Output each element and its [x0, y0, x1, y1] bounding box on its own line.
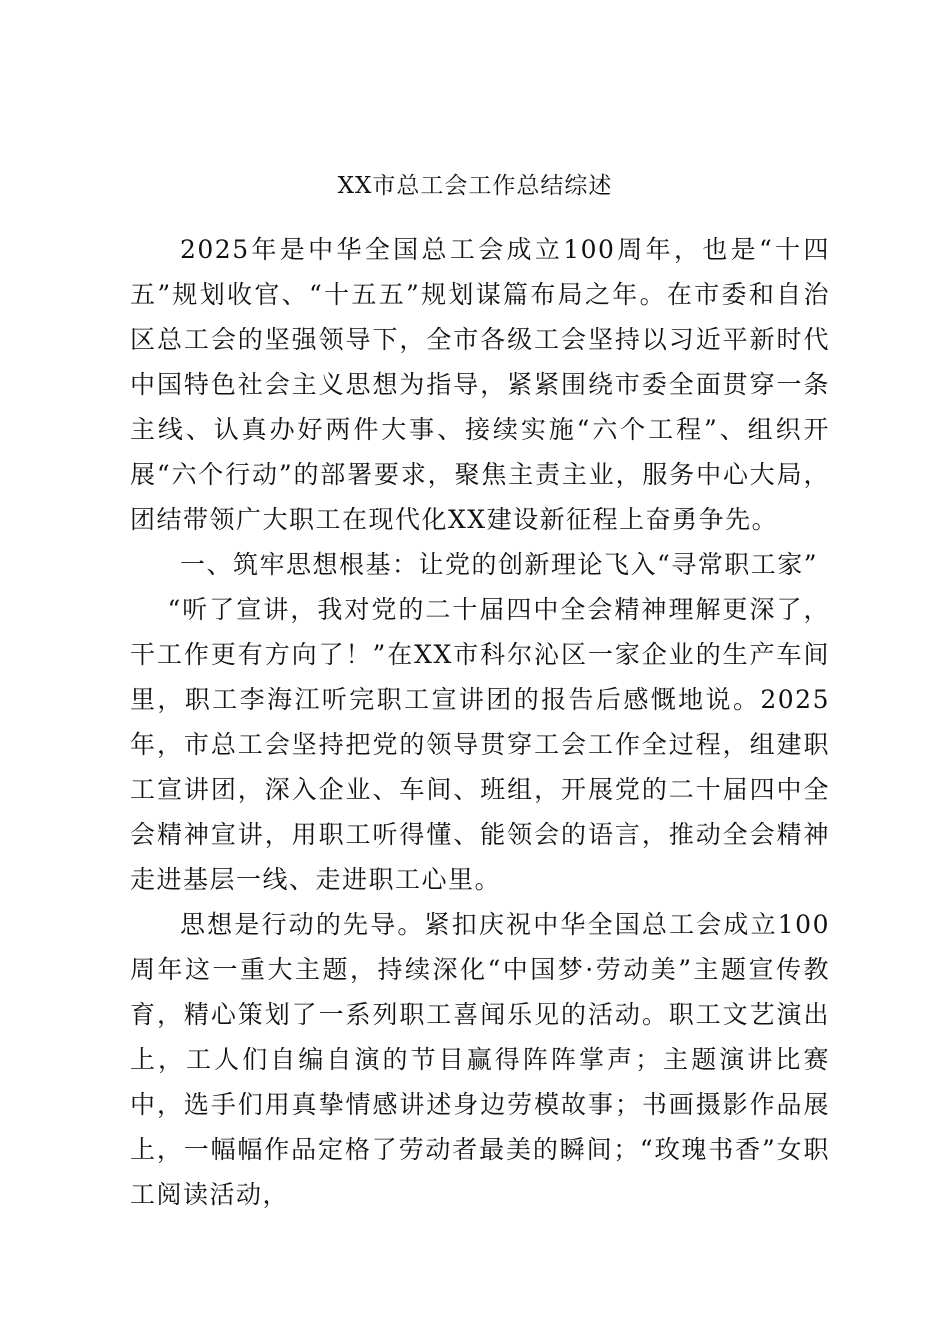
paragraph-quote: “听了宣讲，我对党的二十届四中全会精神理解更深了，干工作更有方向了！”在XX市科尔沁区一家企业的生产车间里，职工李海江听完职工宣讲团的报告后感慨地说。2025年，市总工会坚持把党的领导贯穿工会工作全过程，组建职工宣讲团，深入企业、车间、班组，开展党的二十届四中全会精神宣讲，用职工听得懂、能领会的语言，推动全会精神走进基层一线、走进职工心里。 — [130, 595, 830, 894]
document-body — [130, 227, 830, 1217]
paragraph-thought: 思想是行动的先导。紧扣庆祝中华全国总工会成立100周年这一重大主题，持续深化“中国梦·劳动美”主题宣传教育，精心策划了一系列职工喜闻乐见的活动。职工文艺演出上，工人们自编自演的节目赢得阵阵掌声；主题演讲比赛中，选手们用真挚情感讲述身边劳模故事；书画摄影作品展上，一幅幅作品定格了劳动者最美的瞬间；“玫瑰书香”女职工阅读活动， — [130, 910, 830, 1209]
document-title: XX市总工会工作总结综述 — [337, 173, 613, 199]
section-heading-1: 一、筑牢思想根基：让党的创新理论飞入“寻常职工家” — [180, 550, 819, 579]
paragraph-intro: 2025年是中华全国总工会成立100周年，也是“十四五”规划收官、“十五五”规划谋篇布局之年。在市委和自治区总工会的坚强领导下，全市各级工会坚持以习近平新时代中国特色社会主义思想为指导，紧紧围绕市委全面贯穿一条主线、认真办好两件大事、接续实施“六个工程”、组织开展“六个行动”的部署要求，聚焦主责主业，服务中心大局，团结带领广大职工在现代化XX建设新征程上奋勇争先。 — [130, 235, 830, 534]
